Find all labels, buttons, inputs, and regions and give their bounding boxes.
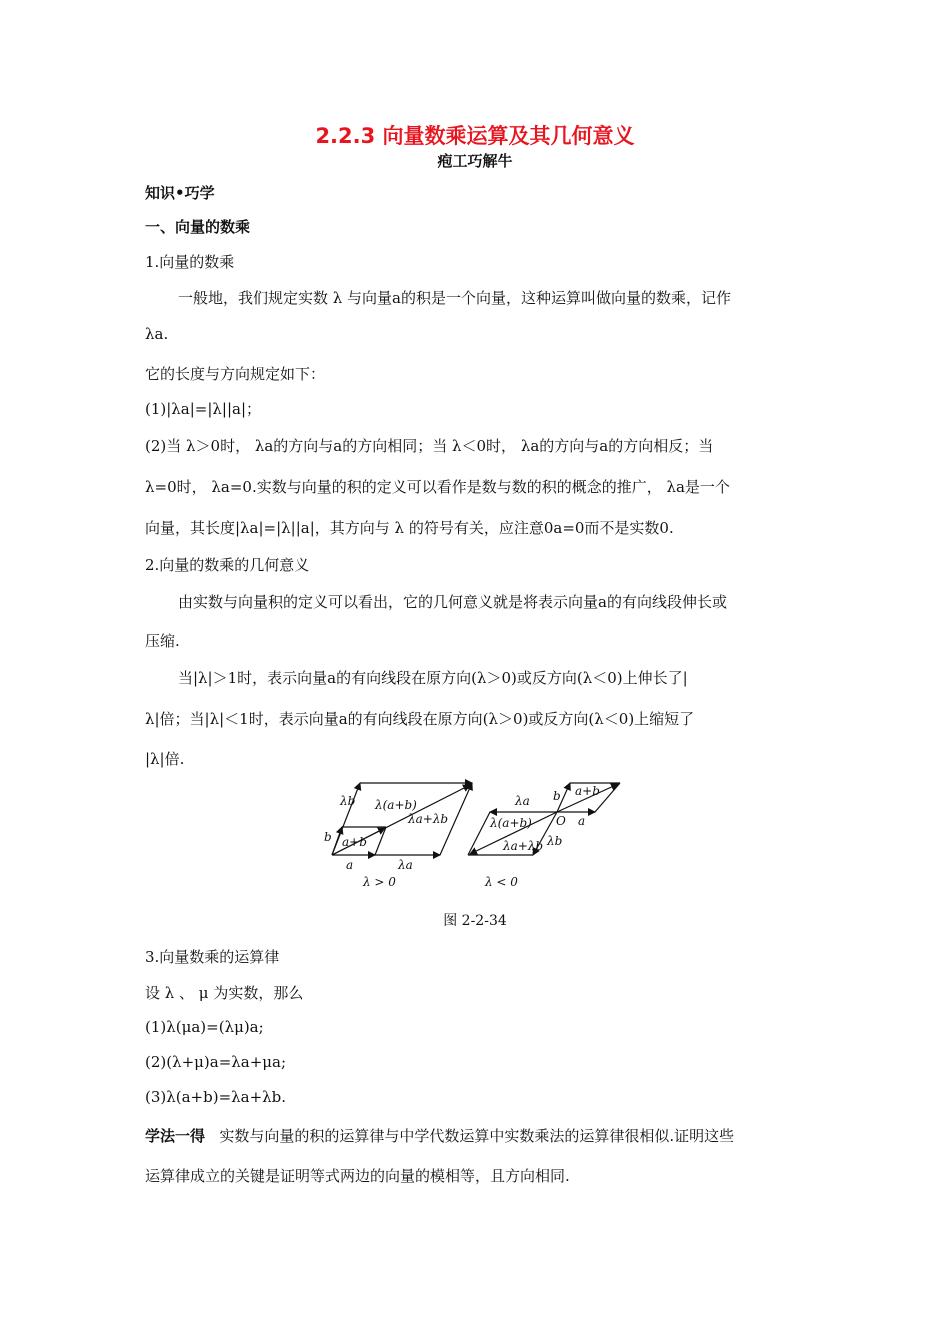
subheading-1: 1.向量的数乘 (145, 253, 235, 271)
subheading-3: 3.向量数乘的运算律 (145, 948, 280, 966)
law-3: (3)λ(a+b)=λa+λb. (145, 1088, 287, 1106)
left-label-lambda-b: λb (340, 794, 356, 808)
section-label: 知识•巧学 (145, 184, 215, 202)
rule-2-line-2: λ=0时， λa=0.实数与向量的积的定义可以看作是数与数的积的概念的推广， λa是一个 (145, 478, 730, 496)
paragraph-6-line-3: |λ|倍. (145, 750, 185, 768)
page-subtitle: 疱工巧解牛 (437, 152, 513, 170)
paragraph-1-line-1: 一般地，我们规定实数 λ 与向量a的积是一个向量，这种运算叫做向量的数乘，记作 (178, 289, 731, 307)
left-label-a-plus-b: a+b (342, 835, 367, 849)
rule-1: (1)|λa|=|λ||a|； (145, 400, 262, 418)
right-label-lambda-a: λa (515, 794, 530, 808)
law-2: (2)(λ+μ)a=λa+μa; (145, 1053, 287, 1071)
left-label-lambda-a-plus-b: λ(a+b) (375, 798, 417, 812)
left-label-b: b (324, 830, 332, 844)
paragraph-5-line-2: 压缩. (145, 632, 180, 650)
right-condition: λ < 0 (485, 875, 518, 889)
figure-caption: 图 2-2-34 (443, 913, 507, 929)
paragraph-2: 它的长度与方向规定如下： (145, 365, 326, 383)
right-label-lambda-b: λb (547, 834, 563, 848)
study-tip-line-1 (145, 1125, 734, 1146)
page-title: 2.2.3 向量数乘运算及其几何意义 (315, 124, 635, 148)
heading-scalar-multiplication: 一、向量的数乘 (145, 218, 251, 236)
paragraph-7: 设 λ 、 μ 为实数，那么 (145, 984, 304, 1002)
left-condition: λ > 0 (363, 875, 396, 889)
left-label-lambda-a: λa (398, 858, 413, 872)
study-tip-text-1: 实数与向量的积的运算律与中学代数运算中实数乘法的运算律很相似.证明这些 (219, 1127, 735, 1145)
right-label-a-plus-b: a+b (575, 784, 600, 798)
subheading-2: 2.向量的数乘的几何意义 (145, 556, 310, 574)
study-tip-label: 学法一得 (145, 1127, 206, 1145)
right-label-a: a (578, 814, 586, 828)
right-label-b: b (553, 789, 561, 803)
right-label-lambda-a-plus-lambda-b: λa+λb (503, 839, 544, 853)
vector-figure (320, 775, 640, 893)
rule-2-line-1: (2)当 λ＞0时， λa的方向与a的方向相同；当 λ＜0时， λa的方向与a的方向相反；当 (145, 437, 714, 455)
paragraph-1-line-2: λa. (145, 325, 169, 343)
left-label-lambda-a-plus-lambda-b: λa+λb (408, 812, 449, 826)
paragraph-5-line-1: 由实数与向量积的定义可以看出，它的几何意义就是将表示向量a的有向线段伸长或 (178, 593, 727, 611)
rule-2-line-3: 向量，其长度|λa|=|λ||a|，其方向与 λ 的符号有关，应注意0a=0而不是实数0. (145, 519, 674, 537)
paragraph-6-line-1: 当|λ|＞1时，表示向量a的有向线段在原方向(λ＞0)或反方向(λ＜0)上伸长了| (178, 669, 688, 687)
paragraph-6-line-2: λ|倍；当|λ|＜1时，表示向量a的有向线段在原方向(λ＞0)或反方向(λ＜0)上缩短了 (145, 710, 695, 728)
right-label-origin: O (556, 814, 566, 828)
study-tip-line-2: 运算律成立的关键是证明等式两边的向量的模相等，且方向相同. (145, 1167, 570, 1185)
right-label-lambda-a-plus-b: λ(a+b) (490, 816, 532, 830)
law-1: (1)λ(μa)=(λμ)a; (145, 1018, 264, 1036)
left-label-a: a (346, 858, 354, 872)
